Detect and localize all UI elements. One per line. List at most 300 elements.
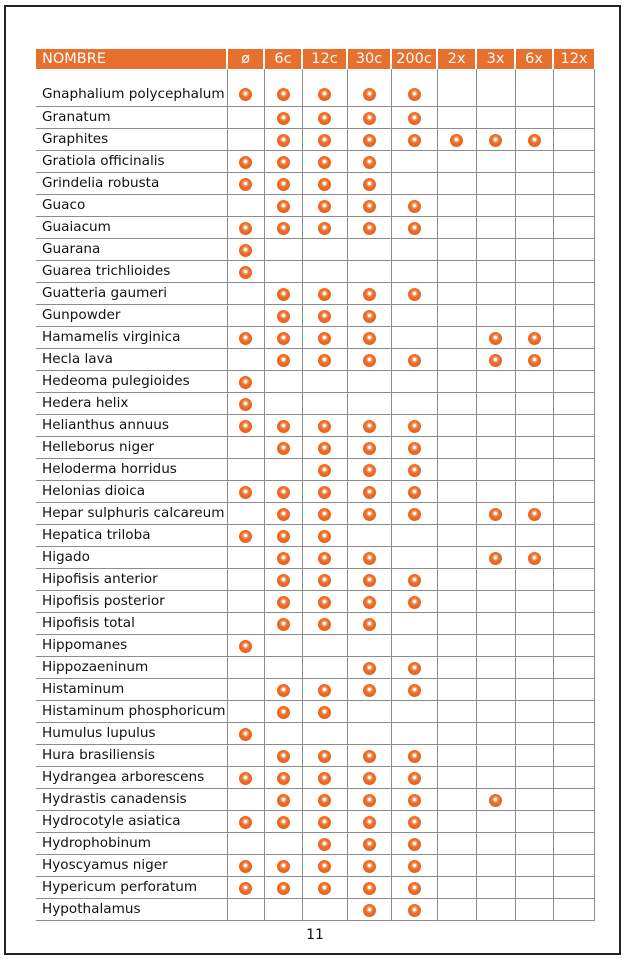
potency-cell xyxy=(437,393,476,415)
potency-cell xyxy=(515,701,553,723)
potency-cell xyxy=(347,723,391,745)
orange-dot-icon xyxy=(408,816,421,829)
orange-dot-icon xyxy=(277,288,290,301)
potency-cell xyxy=(391,525,437,547)
remedy-name: Grindelia robusta xyxy=(36,173,227,195)
potency-cell xyxy=(391,129,437,151)
potency-cell xyxy=(227,877,264,899)
potency-cell xyxy=(437,569,476,591)
potency-cell xyxy=(264,547,302,569)
orange-dot-icon xyxy=(277,596,290,609)
potency-cell xyxy=(515,217,553,239)
orange-dot-icon xyxy=(277,112,290,125)
potency-cell xyxy=(515,569,553,591)
remedy-name: Hippomanes xyxy=(36,635,227,657)
potency-cell xyxy=(476,899,515,921)
potency-cell xyxy=(437,371,476,393)
potency-cell xyxy=(515,789,553,811)
orange-dot-icon xyxy=(277,200,290,213)
potency-cell xyxy=(264,503,302,525)
potency-cell xyxy=(264,833,302,855)
potency-cell xyxy=(391,591,437,613)
potency-cell xyxy=(264,767,302,789)
orange-dot-icon xyxy=(489,332,502,345)
potency-cell xyxy=(391,195,437,217)
table-row xyxy=(36,525,594,547)
orange-dot-icon xyxy=(408,442,421,455)
potency-cell xyxy=(391,855,437,877)
orange-dot-icon xyxy=(363,200,376,213)
orange-dot-icon xyxy=(408,860,421,873)
orange-dot-icon xyxy=(277,332,290,345)
potency-cell xyxy=(391,481,437,503)
potency-cell xyxy=(227,503,264,525)
potency-cell xyxy=(347,107,391,129)
orange-dot-icon xyxy=(277,222,290,235)
potency-cell xyxy=(476,613,515,635)
potency-cell xyxy=(553,811,594,833)
orange-dot-icon xyxy=(363,618,376,631)
column-header-potency: ø xyxy=(227,49,264,69)
potency-cell xyxy=(264,525,302,547)
potency-cell xyxy=(347,129,391,151)
potency-cell xyxy=(302,855,347,877)
potency-cell xyxy=(391,635,437,657)
potency-cell xyxy=(347,899,391,921)
orange-dot-icon xyxy=(408,134,421,147)
potency-cell xyxy=(553,833,594,855)
potency-cell xyxy=(437,811,476,833)
orange-dot-icon xyxy=(363,574,376,587)
potency-cell xyxy=(437,613,476,635)
potency-cell xyxy=(264,591,302,613)
potency-cell xyxy=(391,349,437,371)
orange-dot-icon xyxy=(363,882,376,895)
potency-cell xyxy=(553,481,594,503)
orange-dot-icon xyxy=(408,772,421,785)
orange-dot-icon xyxy=(239,640,252,653)
potency-cell xyxy=(515,591,553,613)
orange-dot-icon xyxy=(239,728,252,741)
potency-cell xyxy=(264,107,302,129)
potency-cell xyxy=(391,569,437,591)
remedy-name: Hipofisis posterior xyxy=(36,591,227,613)
remedy-name: Guaiacum xyxy=(36,217,227,239)
potency-cell xyxy=(437,591,476,613)
potency-cell xyxy=(515,481,553,503)
potency-cell xyxy=(302,69,347,107)
remedy-name: Hecla lava xyxy=(36,349,227,371)
potency-cell xyxy=(302,371,347,393)
potency-cell xyxy=(347,855,391,877)
potency-cell xyxy=(264,217,302,239)
potency-cell xyxy=(437,107,476,129)
potency-cell xyxy=(227,305,264,327)
potency-cell xyxy=(515,635,553,657)
potency-cell xyxy=(302,173,347,195)
potency-cell xyxy=(391,415,437,437)
orange-dot-icon xyxy=(318,574,331,587)
potency-cell xyxy=(515,679,553,701)
orange-dot-icon xyxy=(239,266,252,279)
orange-dot-icon xyxy=(363,354,376,367)
potency-cell xyxy=(476,151,515,173)
orange-dot-icon xyxy=(363,750,376,763)
orange-dot-icon xyxy=(363,662,376,675)
orange-dot-icon xyxy=(318,134,331,147)
remedy-name: Hypothalamus xyxy=(36,899,227,921)
orange-dot-icon xyxy=(363,156,376,169)
potency-cell xyxy=(264,481,302,503)
table-row xyxy=(36,569,594,591)
orange-dot-icon xyxy=(408,794,421,807)
potency-cell xyxy=(302,415,347,437)
table-row xyxy=(36,855,594,877)
table-row xyxy=(36,459,594,481)
remedy-name: Hepatica triloba xyxy=(36,525,227,547)
remedy-name: Guaco xyxy=(36,195,227,217)
orange-dot-icon xyxy=(363,860,376,873)
remedy-name: Heloderma horridus xyxy=(36,459,227,481)
potency-cell xyxy=(347,239,391,261)
orange-dot-icon xyxy=(363,838,376,851)
potency-cell xyxy=(515,723,553,745)
orange-dot-icon xyxy=(318,816,331,829)
orange-dot-icon xyxy=(489,508,502,521)
orange-dot-icon xyxy=(318,750,331,763)
potency-cell xyxy=(515,459,553,481)
remedy-name: Gnaphalium polycephalum xyxy=(36,69,227,107)
orange-dot-icon xyxy=(277,420,290,433)
potency-cell xyxy=(515,173,553,195)
potency-cell xyxy=(264,745,302,767)
potency-cell xyxy=(476,437,515,459)
orange-dot-icon xyxy=(408,222,421,235)
column-header-potency: 6c xyxy=(264,49,302,69)
orange-dot-icon xyxy=(363,134,376,147)
potency-cell xyxy=(391,393,437,415)
table-row xyxy=(36,305,594,327)
orange-dot-icon xyxy=(277,486,290,499)
potency-cell xyxy=(476,525,515,547)
potency-cell xyxy=(264,613,302,635)
potency-cell xyxy=(515,371,553,393)
potency-cell xyxy=(391,833,437,855)
table-row xyxy=(36,811,594,833)
potency-cell xyxy=(264,437,302,459)
potency-cell xyxy=(264,811,302,833)
potency-cell xyxy=(347,283,391,305)
potency-cell xyxy=(553,899,594,921)
potency-cell xyxy=(347,679,391,701)
potency-cell xyxy=(391,701,437,723)
orange-dot-icon xyxy=(528,332,541,345)
orange-dot-icon xyxy=(408,88,421,101)
potency-cell xyxy=(553,283,594,305)
table-row xyxy=(36,217,594,239)
remedy-name: Humulus lupulus xyxy=(36,723,227,745)
potency-cell xyxy=(227,569,264,591)
potency-cell xyxy=(227,459,264,481)
potency-cell xyxy=(515,547,553,569)
potency-cell xyxy=(476,789,515,811)
orange-dot-icon xyxy=(363,486,376,499)
remedy-name: Helianthus annuus xyxy=(36,415,227,437)
potency-cell xyxy=(515,195,553,217)
potency-cell xyxy=(227,371,264,393)
orange-dot-icon xyxy=(318,156,331,169)
orange-dot-icon xyxy=(363,310,376,323)
potency-cell xyxy=(553,767,594,789)
table-row xyxy=(36,701,594,723)
orange-dot-icon xyxy=(363,464,376,477)
table-row xyxy=(36,723,594,745)
potency-cell xyxy=(515,69,553,107)
potency-cell xyxy=(437,833,476,855)
page-number: 11 xyxy=(306,927,324,943)
potency-cell xyxy=(391,69,437,107)
potency-cell xyxy=(347,415,391,437)
potency-cell xyxy=(437,899,476,921)
potency-cell xyxy=(227,151,264,173)
potency-cell xyxy=(476,69,515,107)
potency-cell xyxy=(391,811,437,833)
potency-cell xyxy=(515,129,553,151)
potency-cell xyxy=(391,723,437,745)
potency-cell xyxy=(553,371,594,393)
table-row xyxy=(36,503,594,525)
potency-cell xyxy=(227,811,264,833)
potency-cell xyxy=(302,723,347,745)
orange-dot-icon xyxy=(408,200,421,213)
potency-cell xyxy=(476,261,515,283)
potency-cell xyxy=(347,69,391,107)
potency-cell xyxy=(515,877,553,899)
potency-cell xyxy=(302,107,347,129)
orange-dot-icon xyxy=(318,112,331,125)
orange-dot-icon xyxy=(408,420,421,433)
orange-dot-icon xyxy=(318,618,331,631)
orange-dot-icon xyxy=(277,178,290,191)
orange-dot-icon xyxy=(489,552,502,565)
potency-cell xyxy=(515,437,553,459)
remedy-name: Guatteria gaumeri xyxy=(36,283,227,305)
potency-cell xyxy=(476,459,515,481)
potency-cell xyxy=(515,305,553,327)
potency-cell xyxy=(515,767,553,789)
potency-cell xyxy=(391,437,437,459)
potency-cell xyxy=(302,283,347,305)
potency-cell xyxy=(553,437,594,459)
potency-cell xyxy=(227,547,264,569)
orange-dot-icon xyxy=(408,486,421,499)
orange-dot-icon xyxy=(318,288,331,301)
orange-dot-icon xyxy=(363,552,376,565)
potency-cell xyxy=(347,195,391,217)
potency-cell xyxy=(391,877,437,899)
potency-cell xyxy=(476,305,515,327)
potency-cell xyxy=(227,415,264,437)
potency-cell xyxy=(302,393,347,415)
table-row xyxy=(36,745,594,767)
potency-cell xyxy=(264,657,302,679)
potency-cell xyxy=(553,195,594,217)
orange-dot-icon xyxy=(363,112,376,125)
potency-cell xyxy=(391,239,437,261)
potency-cell xyxy=(227,239,264,261)
potency-cell xyxy=(227,701,264,723)
potency-cell xyxy=(553,239,594,261)
potency-cell xyxy=(347,657,391,679)
potency-cell xyxy=(476,877,515,899)
potency-cell xyxy=(437,745,476,767)
potency-cell xyxy=(347,613,391,635)
remedy-name: Hippozaeninum xyxy=(36,657,227,679)
orange-dot-icon xyxy=(318,332,331,345)
potency-cell xyxy=(347,437,391,459)
potency-cell xyxy=(227,107,264,129)
orange-dot-icon xyxy=(239,398,252,411)
potency-cell xyxy=(391,327,437,349)
potency-cell xyxy=(515,525,553,547)
potency-cell xyxy=(302,877,347,899)
potency-cell xyxy=(264,327,302,349)
potency-cell xyxy=(347,569,391,591)
potency-cell xyxy=(302,635,347,657)
orange-dot-icon xyxy=(363,178,376,191)
potency-cell xyxy=(437,635,476,657)
potency-cell xyxy=(476,701,515,723)
potency-cell xyxy=(553,547,594,569)
potency-cell xyxy=(391,899,437,921)
orange-dot-icon xyxy=(318,772,331,785)
potency-cell xyxy=(553,635,594,657)
remedy-name: Gunpowder xyxy=(36,305,227,327)
remedy-name: Higado xyxy=(36,547,227,569)
potency-cell xyxy=(347,305,391,327)
orange-dot-icon xyxy=(239,222,252,235)
table-row xyxy=(36,261,594,283)
potency-cell xyxy=(347,459,391,481)
orange-dot-icon xyxy=(239,486,252,499)
orange-dot-icon xyxy=(318,442,331,455)
potency-cell xyxy=(391,261,437,283)
potency-cell xyxy=(437,349,476,371)
potency-cell xyxy=(553,415,594,437)
potency-cell xyxy=(227,349,264,371)
potency-cell xyxy=(302,767,347,789)
potency-cell xyxy=(476,745,515,767)
potency-cell xyxy=(476,635,515,657)
remedy-name: Hydrophobinum xyxy=(36,833,227,855)
orange-dot-icon xyxy=(277,860,290,873)
remedy-name: Hepar sulphuris calcareum xyxy=(36,503,227,525)
orange-dot-icon xyxy=(239,332,252,345)
table-row xyxy=(36,69,594,107)
potency-cell xyxy=(476,591,515,613)
table-header-row xyxy=(36,49,594,69)
potency-cell xyxy=(264,789,302,811)
remedy-name: Hipofisis anterior xyxy=(36,569,227,591)
potency-cell xyxy=(347,503,391,525)
potency-cell xyxy=(476,679,515,701)
potency-cell xyxy=(515,415,553,437)
potency-cell xyxy=(553,503,594,525)
orange-dot-icon xyxy=(277,684,290,697)
potency-cell xyxy=(302,613,347,635)
remedy-name: Hamamelis virginica xyxy=(36,327,227,349)
potency-cell xyxy=(264,305,302,327)
potency-cell xyxy=(347,789,391,811)
potency-cell xyxy=(347,173,391,195)
potency-cell xyxy=(553,525,594,547)
potency-cell xyxy=(437,657,476,679)
potency-cell xyxy=(347,525,391,547)
table-row xyxy=(36,899,594,921)
orange-dot-icon xyxy=(318,420,331,433)
potency-cell xyxy=(437,129,476,151)
column-header-potency: 3x xyxy=(476,49,515,69)
orange-dot-icon xyxy=(363,904,376,917)
orange-dot-icon xyxy=(239,88,252,101)
potency-cell xyxy=(553,679,594,701)
table-row xyxy=(36,657,594,679)
potency-cell xyxy=(553,569,594,591)
potency-cell xyxy=(302,811,347,833)
potency-cell xyxy=(227,393,264,415)
remedy-name: Hydrastis canadensis xyxy=(36,789,227,811)
potency-cell xyxy=(476,767,515,789)
potency-cell xyxy=(302,789,347,811)
potency-cell xyxy=(476,393,515,415)
potency-cell xyxy=(437,679,476,701)
potency-cell xyxy=(347,767,391,789)
orange-dot-icon xyxy=(489,794,502,807)
potency-cell xyxy=(347,547,391,569)
potency-cell xyxy=(437,261,476,283)
potency-cell xyxy=(302,833,347,855)
potency-cell xyxy=(302,701,347,723)
remedy-name: Granatum xyxy=(36,107,227,129)
table-row xyxy=(36,283,594,305)
potency-cell xyxy=(553,701,594,723)
table-row xyxy=(36,129,594,151)
potency-cell xyxy=(227,437,264,459)
potency-cell xyxy=(437,305,476,327)
potency-cell xyxy=(227,173,264,195)
potency-cell xyxy=(515,393,553,415)
potency-cell xyxy=(347,877,391,899)
orange-dot-icon xyxy=(408,750,421,763)
potency-cell xyxy=(437,195,476,217)
remedy-name: Hyoscyamus niger xyxy=(36,855,227,877)
orange-dot-icon xyxy=(277,750,290,763)
column-header-potency: 30c xyxy=(347,49,391,69)
potency-cell xyxy=(437,151,476,173)
potency-cell xyxy=(264,393,302,415)
orange-dot-icon xyxy=(318,508,331,521)
table-row xyxy=(36,613,594,635)
potency-cell xyxy=(264,635,302,657)
potency-cell xyxy=(391,283,437,305)
orange-dot-icon xyxy=(408,574,421,587)
potency-cell xyxy=(227,855,264,877)
potency-cell xyxy=(553,723,594,745)
potency-cell xyxy=(264,283,302,305)
table-row xyxy=(36,415,594,437)
orange-dot-icon xyxy=(318,706,331,719)
potency-cell xyxy=(264,415,302,437)
